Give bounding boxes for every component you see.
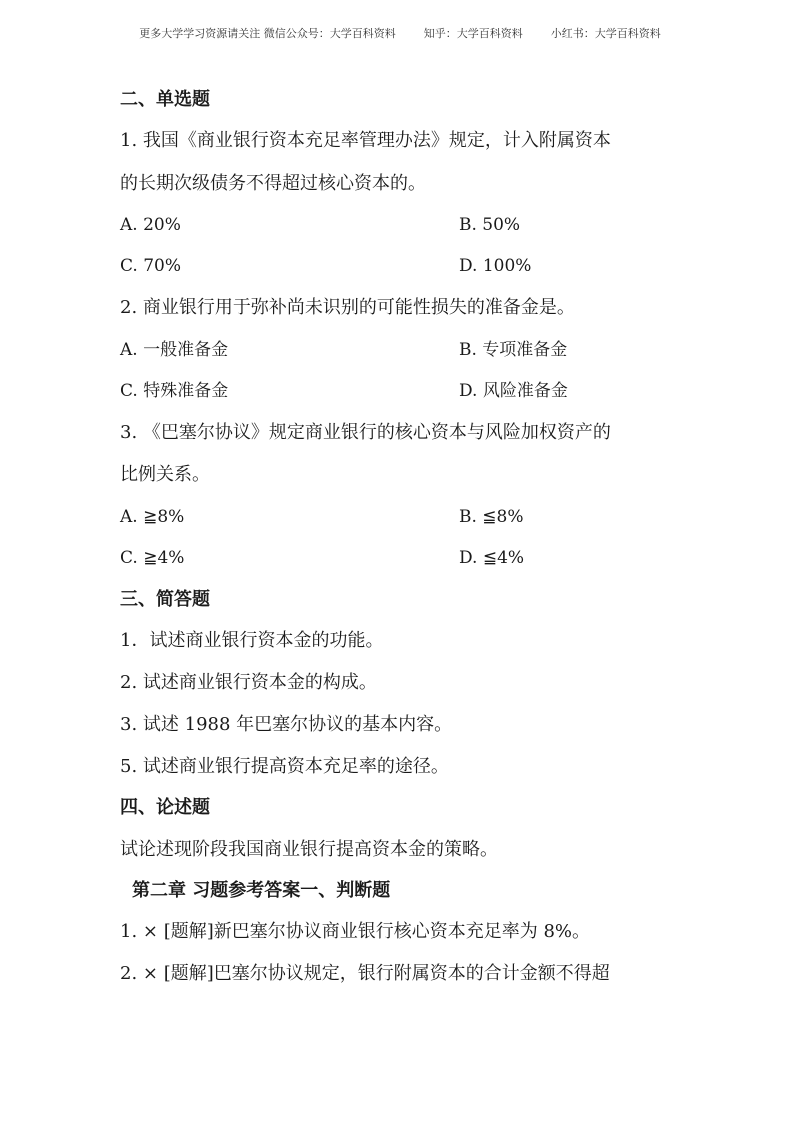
q1-option-b: B. 50% [459, 215, 521, 235]
short-question-3: 3. 试述 1988 年巴塞尔协议的基本内容。 [120, 714, 453, 735]
question-2-line-1: 2. 商业银行用于弥补尚未识别的可能性损失的准备金是。 [120, 297, 575, 318]
q1-option-d: D. 100% [459, 256, 532, 276]
q1-option-c: C. 70% [120, 256, 181, 276]
q1-option-a: A. 20% [120, 215, 181, 235]
q2-option-b: B. 专项准备金 [459, 340, 568, 360]
q3-option-c: C. ≧4% [120, 548, 185, 568]
short-question-1: 1．试述商业银行资本金的功能。 [120, 630, 384, 651]
short-question-2: 2. 试述商业银行资本金的构成。 [120, 672, 377, 693]
header-wechat: 更多大学学习资源请关注 微信公众号：大学百科资料 [139, 27, 396, 40]
question-3-line-2: 比例关系。 [120, 464, 210, 485]
section-title-short-answer: 三、简答题 [120, 589, 210, 610]
essay-question: 试论述现阶段我国商业银行提高资本金的策略。 [120, 839, 498, 860]
header-xiaohongshu: 小红书：大学百科资料 [550, 27, 661, 40]
q3-option-a: A. ≧8% [120, 507, 185, 527]
q3-option-b: B. ≦8% [459, 507, 524, 527]
page-header [0, 12, 793, 41]
q2-option-c: C. 特殊准备金 [120, 381, 229, 401]
section-title-single-choice: 二、单选题 [120, 89, 210, 110]
answer-1: 1. × [题解]新巴塞尔协议商业银行核心资本充足率为 8%。 [120, 921, 591, 942]
section-title-essay: 四、论述题 [120, 797, 210, 818]
q2-option-a: A. 一般准备金 [120, 340, 229, 360]
question-1-line-2: 的长期次级债务不得超过核心资本的。 [120, 173, 426, 194]
q3-option-d: D. ≦4% [459, 548, 525, 568]
question-1-line-1: 1. 我国《商业银行资本充足率管理办法》规定，计入附属资本 [120, 130, 611, 151]
answer-2: 2. × [题解]巴塞尔协议规定，银行附属资本的合计金额不得超 [120, 963, 610, 984]
chapter-answers-title: 第二章 习题参考答案一、判断题 [132, 880, 391, 901]
question-3-line-1: 3. 《巴塞尔协议》规定商业银行的核心资本与风险加权资产的 [120, 422, 611, 443]
header-zhihu: 知乎：大学百科资料 [423, 27, 523, 40]
short-question-5: 5. 试述商业银行提高资本充足率的途径。 [120, 756, 449, 777]
q2-option-d: D. 风险准备金 [459, 381, 568, 401]
